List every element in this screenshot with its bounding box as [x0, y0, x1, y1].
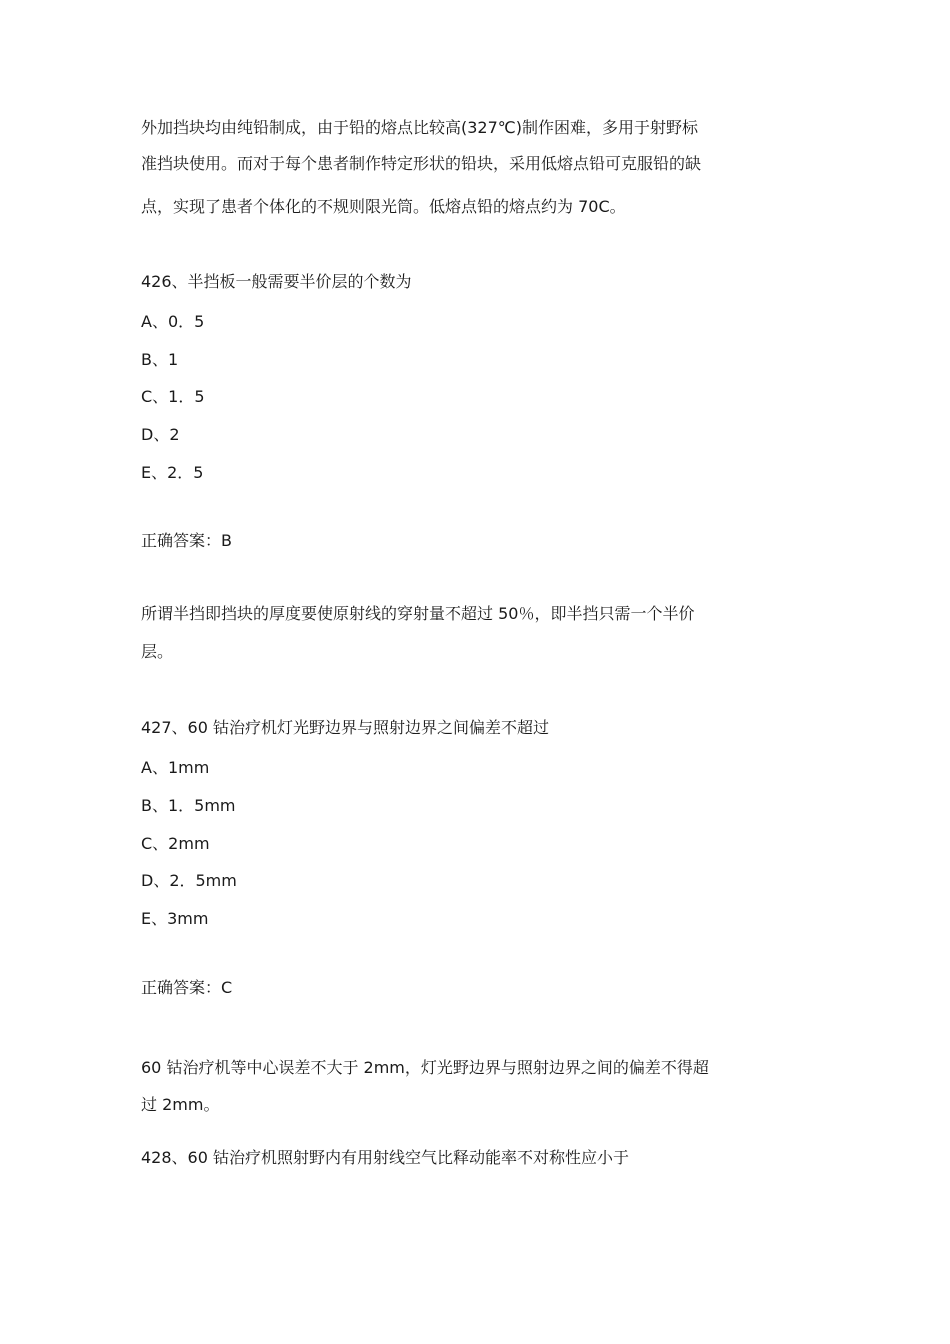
option-a: A、1mm [141, 758, 210, 777]
option-e: E、2．5 [141, 463, 204, 482]
option-e: E、3mm [141, 909, 209, 928]
correct-answer: 正确答案：B [141, 531, 232, 550]
question-428: 428、60 钴治疗机照射野内有用射线空气比释动能率不对称性应小于 [141, 1148, 629, 1167]
option-c: C、1．5 [141, 387, 205, 406]
option-a: A、0．5 [141, 312, 205, 331]
explanation-line: 过 2mm。 [141, 1095, 220, 1114]
option-d: D、2 [141, 425, 180, 444]
explanation-line: 所谓半挡即挡块的厚度要使原射线的穿射量不超过 50％，即半挡只需一个半价 [141, 604, 695, 623]
option-d: D、2．5mm [141, 871, 237, 890]
explanation-line: 点，实现了患者个体化的不规则限光筒。低熔点铅的熔点约为 70C。 [141, 197, 626, 216]
question-426: 426、半挡板一般需要半价层的个数为 [141, 272, 412, 291]
correct-answer: 正确答案：C [141, 978, 233, 997]
option-c: C、2mm [141, 834, 210, 853]
option-b: B、1．5mm [141, 796, 236, 815]
option-b: B、1 [141, 350, 179, 369]
explanation-line: 60 钴治疗机等中心误差不大于 2mm，灯光野边界与照射边界之间的偏差不得超 [141, 1058, 709, 1077]
explanation-line: 层。 [141, 642, 174, 661]
explanation-line: 外加挡块均由纯铅制成，由于铅的熔点比较高(327℃)制作困难，多用于射野标 [141, 118, 698, 137]
explanation-line: 准挡块使用。而对于每个患者制作特定形状的铅块，采用低熔点铅可克服铅的缺 [141, 154, 702, 173]
question-427: 427、60 钴治疗机灯光野边界与照射边界之间偏差不超过 [141, 718, 549, 737]
